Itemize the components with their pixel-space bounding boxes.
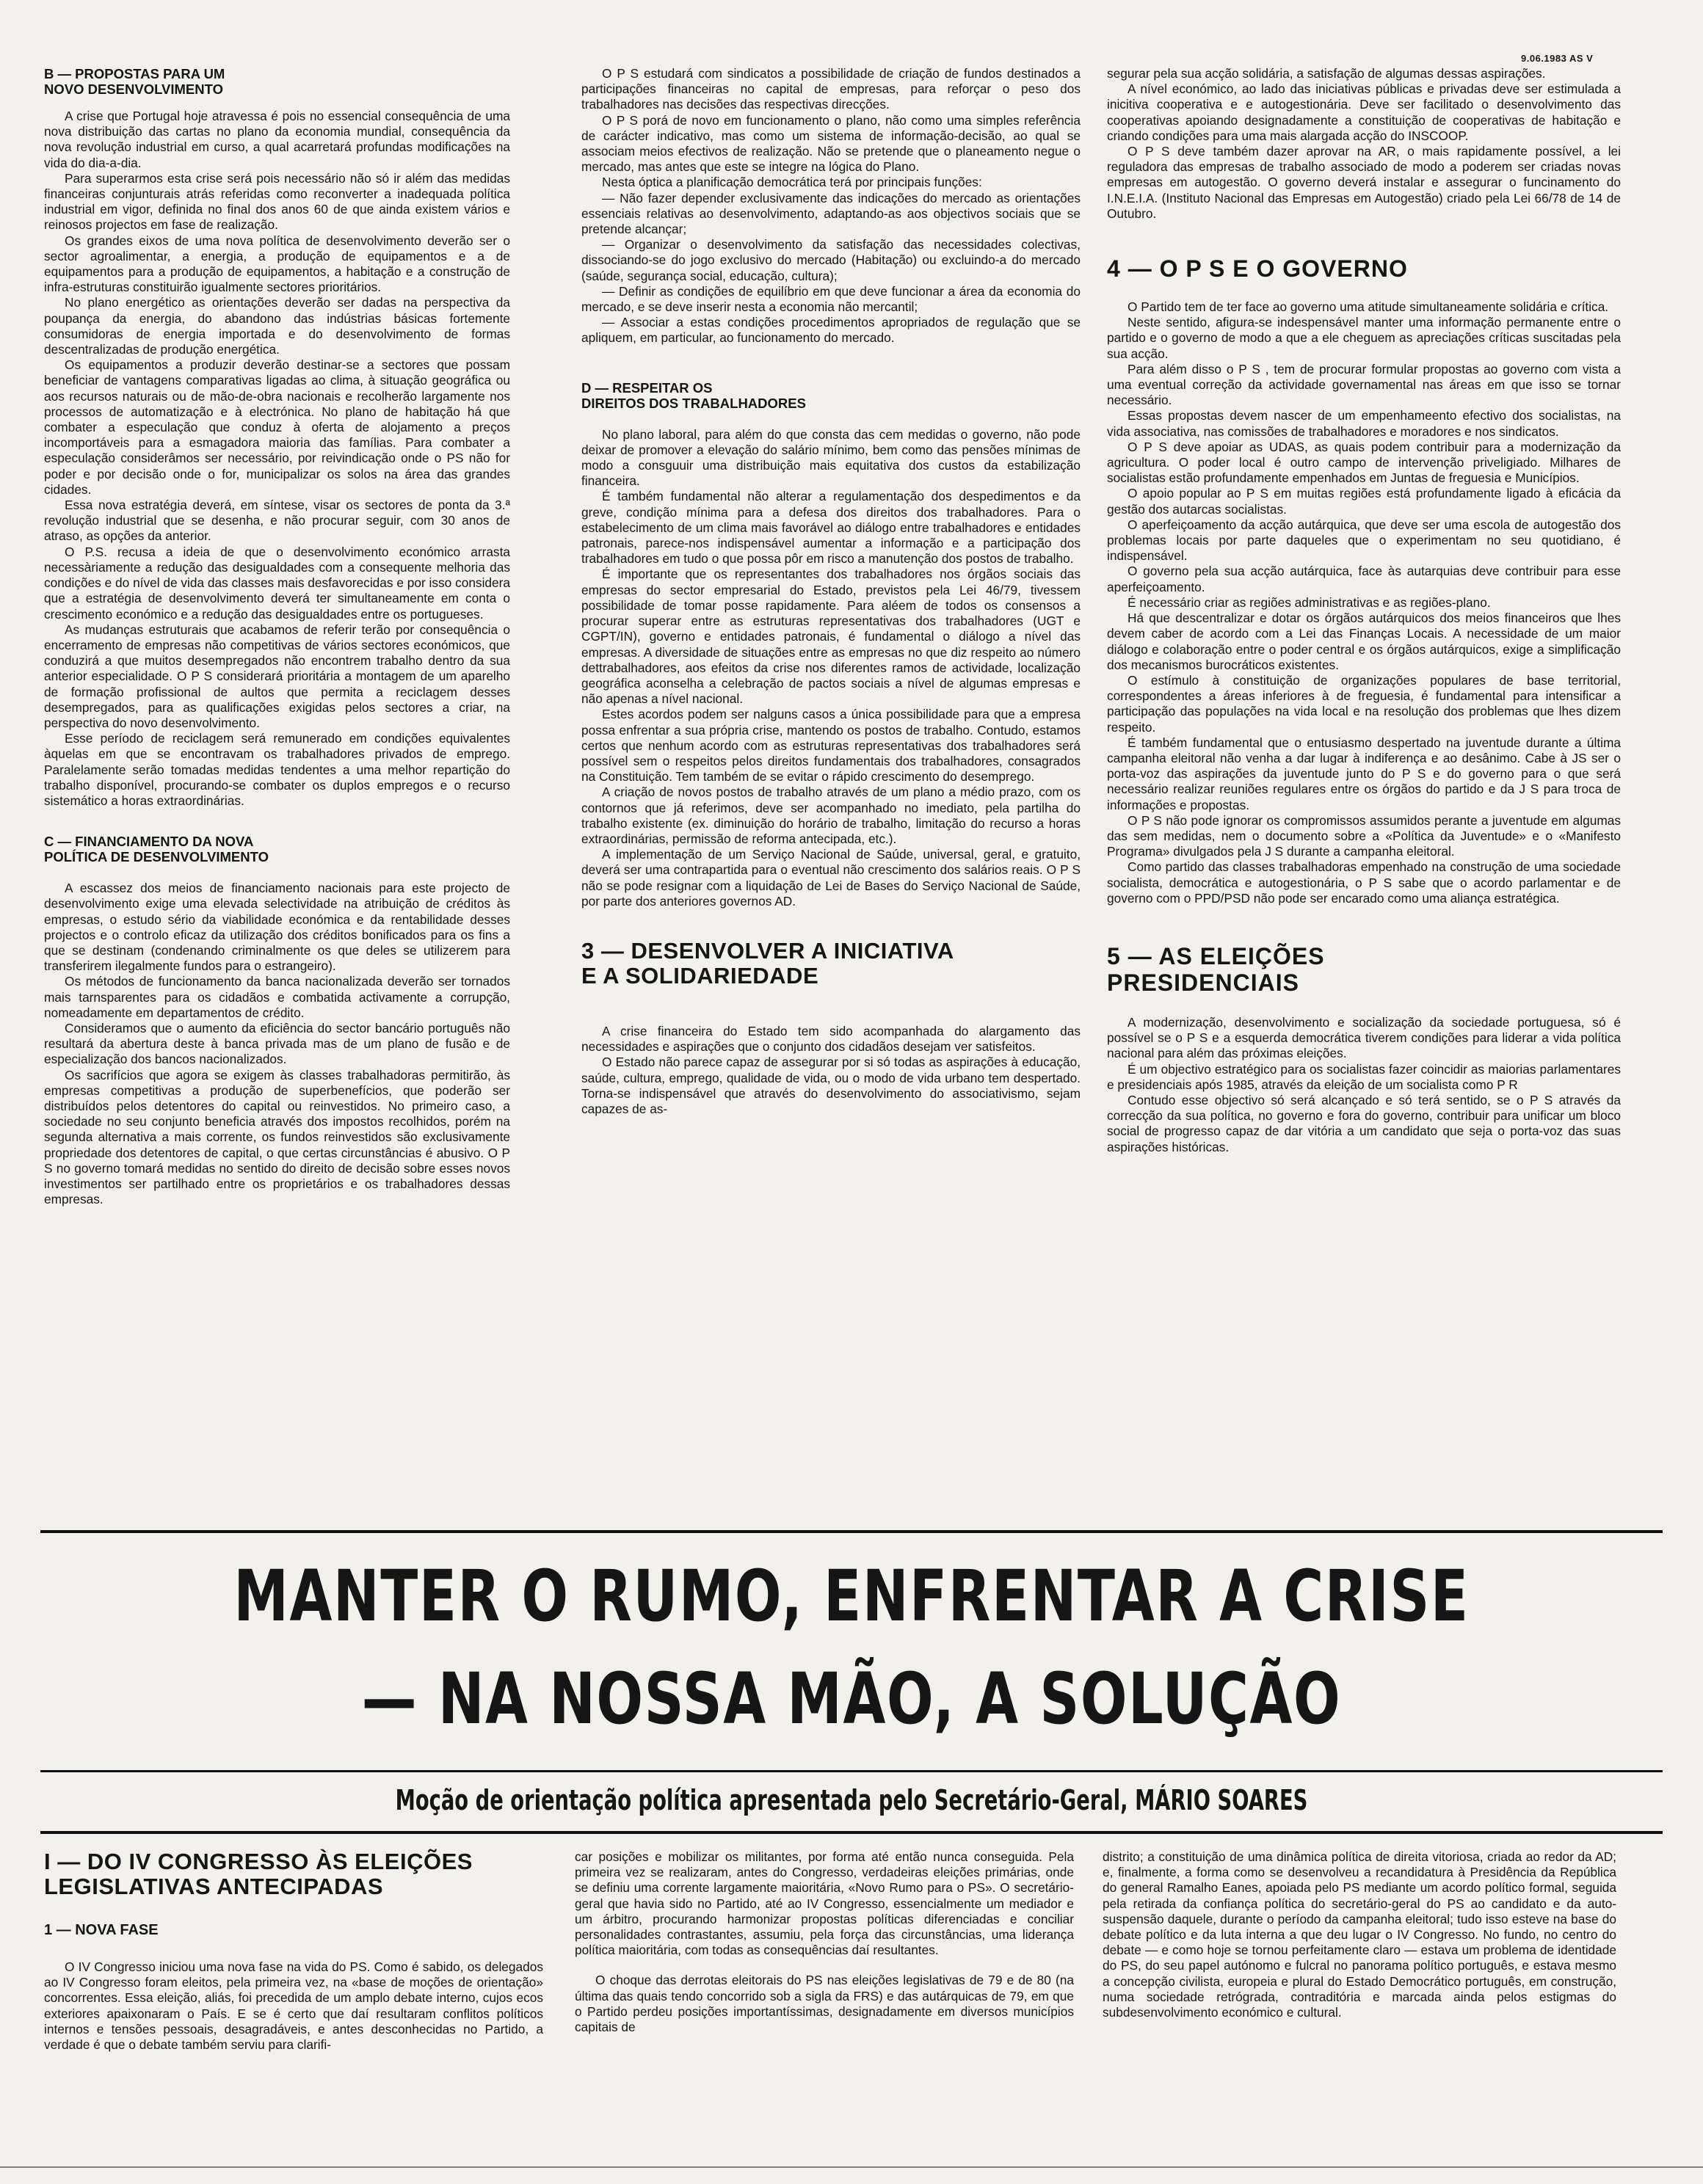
paragraph: O apoio popular ao P S em muitas regiões está profundamente ligado à eficácia da gestão dos autarcas socialistas. — [1107, 486, 1621, 517]
paragraph: Consideramos que o aumento da eficiência do sector bancário português não resultará da abertura deste à banca privada mas de um plano de fusão e de especialização dos bancos nacionalizados. — [44, 1020, 510, 1067]
heading-3-line-1: 3 — DESENVOLVER A INICIATIVA — [581, 937, 954, 964]
paragraph: No plano energético as orientações deverão ser dadas na perspectiva da poupança da energia, do abandono das indústrias básicas fortemente consumidoras de energia importada e do desenvolvimento de formas descentralizadas de produção energética. — [44, 295, 510, 357]
paragraph: Nesta óptica a planificação democrática terá por principais funções: — [602, 175, 982, 190]
headline-line-2: — NA NOSSA MÃO, A SOLUÇÃO — [361, 1658, 1342, 1740]
paragraph: A crise financeira do Estado tem sido acompanhada do alargamento das necessidades e aspirações que o conjunto dos cidadãos desejam ver satisfeitos. — [581, 1023, 1081, 1055]
bottom-column-1 — [44, 1849, 543, 2053]
headline-line-1: MANTER O RUMO, ENFRENTAR A CRISE — [233, 1555, 1470, 1637]
paragraph: Os métodos de funcionamento da banca nacionalizada deverão ser tornados mais tarnsparentes para os cidadãos e combatida activamente a corrupção, nomeadamente em departamentos de crédito. — [44, 974, 510, 1020]
heading-b — [44, 66, 510, 97]
paragraph: É necessário criar as regiões administrativas e as regiões-plano. — [1128, 594, 1491, 610]
paragraph: car posições e mobilizar os militantes, por forma até então nunca conseguida. Pela primeira vez se realizaram, antes do Congresso, verdadeiras eleições primárias, onde se definiu uma corrente largamente maioritária, «Novo Rumo para o PS». O secretário-geral que havia sido no Partido, até ao IV Congresso, essencialmente um mediador e um árbitro, procurando harmonizar propostas políticas diferenciadas e conciliar personalidades contrastantes, assumiu, pela força das circunstâncias, uma liderança política maioritária, com todas as consequências daí resultantes. — [575, 1849, 1074, 1958]
paragraph: Há que descentralizar e dotar os órgãos autárquicos dos meios financeiros que lhes devem caber de acordo com a Lei das Finanças Locais. A necessidade de um maior diálogo e colaboração entre o poder central e os órgãos autárquicos, exige a simplificação dos mecanismos burocráticos existentes. — [1107, 611, 1621, 672]
paragraph: A escassez dos meios de financiamento nacionais para este projecto de desenvolvimento exige uma elevada selectividade na atribuição de créditos às empresas, o estudo sério da viabilidade económica e da rentabilidade desses projectos e o controlo eficaz da utilização dos créditos bonificados para os fins a que se destinam (condenando criminalmente os que deles se utilizerem para transferirem ilegalmente fundos para o estrangeiro). — [44, 881, 510, 974]
paragraph: — Organizar o desenvolvimento da satisfação das necessidades colectivas, dissociando-se do jogo exclusivo do mercado (Habitação) ou excluindo-a do mercado (saúde, segurança social, educação, cultura); — [581, 237, 1081, 283]
paragraph: Esse período de reciclagem será remunerado em condições equivalentes àquelas em que se encontravam os trabalhadores privados de emprego. Paralelamente serão tomadas medidas tendentes a uma melhor repartição do trabalho disponível, procurando-se combater os duplos empregos e o recurso sistemático a horas extraordinárias. — [44, 731, 510, 808]
subtitle-rule-top — [40, 1770, 1663, 1772]
heading-3 — [581, 939, 1081, 989]
subheading-nova-fase: 1 — NOVA FASE — [44, 1922, 159, 1938]
paragraph: O choque das derrotas eleitorais do PS nas eleições legislativas de 79 e de 80 (na última das quais tendo concorrido sob a sigla da FRS) e das autárquicas de 79, em que o Partido perdeu posições importantíssimas, designadamente em diversos municípios capitais de — [575, 1973, 1074, 2035]
heading-d-line-2: DIREITOS DOS TRABALHADORES — [581, 395, 806, 411]
paragraph: distrito; a constituição de uma dinâmica política de direita vitoriosa, criada ao redor da AD; e, finalmente, a forma como se desenvolveu a recandidatura à Presidência da República do general Ramalho Eanes, apoiada pelo PS mediante um acordo político formal, seguida pela retirada da confiança política do secretário-geral do PS ao candidato e da auto-suspensão daquele, durante o período da campanha eleitoral; tudo isso esteve na base do debate político e da luta interna a que deu lugar o IV Congresso. No fundo, no centro do debate — e como hoje se tornou perfeitamente claro — estava um problema de identidade do PS, do seu papel autónomo e fulcral no panorama político português, e estava mesmo a concepção civilista, europeia e plural do Estado Democrático português, em construção, numa sociedade retrógrada, contraditória e marcada ainda pelos estigmas do subdesenvolvimento económico e cultural. — [1103, 1849, 1616, 2020]
paragraph: Contudo esse objectivo só será alcançado e só terá sentido, se o P S através da correcção da sua política, no governo e fora do governo, contribuir para unificar um bloco social de progresso capaz de dar vitória a um candidato que seja o porta-voz das suas aspirações históricas. — [1107, 1092, 1621, 1154]
paragraph: O P S deve apoiar as UDAS, as quais podem contribuir para a modernização da agricultura. O poder local é outro campo de intervenção priveligiado. Milhares de socialistas estão profundamente empenhados em Juntas de freguesia e Municípios. — [1107, 439, 1621, 486]
paragraph: A modernização, desenvolvimento e socialização da sociedade portuguesa, só é possível se o P S e a esquerda democrática tiverem condições para liderar a vida política nacional para além das próximas eleições. — [1107, 1014, 1621, 1061]
paragraph: O estímulo à constituição de organizações populares de base territorial, correspondentes a áreas inferiores à de freguesia, é fundamental para intensificar a participação das populações na vida local e na resolução dos problemas que lhes dizem respeito. — [1107, 672, 1621, 735]
heading-b-line-1: B — PROPOSTAS PARA UM — [44, 66, 225, 81]
paragraph: O P S estudará com sindicatos a possibilidade de criação de fundos destinados a participações financeiras no capital de empresas, para reforçar o peso dos trabalhadores nas decisões das respectivas direcções. — [581, 66, 1081, 112]
paragraph: Para superarmos esta crise será pois necessário não só ir além das medidas financeiras conjunturais atrás referidas como reconverter a inadequada política industrial em vigor, definida no final dos anos 60 de que ainda existem vários e reinosos projectos em fase de realização. — [44, 170, 510, 233]
paragraph: Essa nova estratégia deverá, em síntese, visar os sectores de ponta da 3.ª revolução industrial que se desenha, e não procurar seguir, com 30 anos de atraso, as opções da anterior. — [44, 498, 510, 544]
paragraph: Estes acordos podem ser nalguns casos a única possibilidade para que a empresa possa enfrentar a sua própria crise, mantendo os postos de trabalho. Contudo, estamos certos que nenhum acordo com as estruturas representativas dos trabalhadores será possível sem o respeitos pelos direitos fundamentais dos trabalhadores, consagrados na Constituição. Tem também de se evitar o rápido crescimento do desemprego. — [581, 707, 1081, 785]
paragraph: Como partido das classes trabalhadoras empenhado na construção de uma sociedade socialista, democrática e autogestionária, o P S sabe que o acordo parlamentar e de governo com o PPD/PSD não pode ser encarado como uma aliança estratégica. — [1107, 859, 1621, 906]
subtitle-rule-bottom — [40, 1831, 1663, 1834]
paragraph: O governo pela sua acção autárquica, face às autarquias deve contribuir para esse aperfeiçoamento. — [1107, 564, 1621, 594]
paragraph: O P S porá de novo em funcionamento o plano, não como uma simples referência de carácter indicativo, mas como um sistema de informação-decisão, ao qual se associam meios efectivos de realização. Não se pretende que o planeamento negue o mercado, mas antes que este se integre na lógica do Plano. — [581, 112, 1081, 175]
paragraph: O aperfeiçoamento da acção autárquica, que deve ser uma escola de autogestão dos problemas locais por parte daqueles que o experimentam no seu quotidiano, é indispensável. — [1107, 517, 1621, 564]
top-rule — [40, 1530, 1663, 1533]
heading-3-line-2: E A SOLIDARIEDADE — [581, 962, 819, 989]
paragraph: O P S deve também dazer aprovar na AR, o mais rapidamente possível, a lei reguladora das empresas de trabalho associado de modo a poderem ser criadas novas empresas em autogestão. O governo deverá instalar e assegurar o funcinamento do I.N.E.I.A. (Instituto Nacional das Empresas em Autogestão) criado pela Lei 66/78 de 14 de Outubro. — [1107, 144, 1621, 221]
paragraph: No plano laboral, para além do que consta das cem medidas o governo, não pode deixar de promover a elevação do salário mínimo, bem como das pensões mínimas de modo a consguuir uma distribuição mais equitativa dos custos da estabilização financeira. — [581, 426, 1081, 489]
paragraph: O P.S. recusa a ideia de que o desenvolvimento económico arrasta necessàriamente a redução das desigualdades com a consequente melhoria das condições e do nível de vida das classes mais desfavorecidas e por isso considera que a estratégia de desenvolvimento deverá ter simultaneamente em conta o crescimento económico e a redução das desigualdades entre os portugueses. — [44, 544, 510, 622]
bottom-column-3 — [1103, 1849, 1616, 2020]
paragraph: É também fundamental não alterar a regulamentação dos despedimentos e da greve, condição mínima para a defesa dos direitos dos trabalhadores. Para o estabelecimento de um clima mais favorável ao diálogo entre trabalhadores e entidades patronais, parece-nos indispensável aumentar a informação e a participação dos trabalhadores em tudo o que possa pôr em risco a manutenção dos postos de trabalho. — [581, 489, 1081, 567]
bottom-column-2 — [575, 1849, 1074, 2035]
paragraph: segurar pela sua acção solidária, a satisfação de algumas dessas aspirações. — [1107, 66, 1546, 81]
column-2 — [581, 66, 1081, 1117]
column-1 — [44, 66, 510, 1207]
paragraph: É importante que os representantes dos trabalhadores nos órgãos sociais das empresas do sector empresarial do Estado, previstos pela Lei 46/79, tivessem possibilidade de tomar posse rapidamente. Para aléem de todos os consensos a procurar superar entre as estruturas representativas dos trabalhadores (UGT e CGPT/IN), governo e entidades patronais, é fundamental o diálogo a nível das empresas. A diversidade de situações entre as empresas no que diz respeito ao número dettrabalhadores, aos efeitos da crise nos diferentes ramos de actividade, localização geográfica aconselha a celebração de pactos sociais a nível de algumas empresas e não apenas a nível nacional. — [581, 567, 1081, 707]
heading-i-line-2: LEGISLATIVAS ANTECIPADAS — [44, 1874, 384, 1899]
paragraph: É também fundamental que o entusiasmo despertado na juventude durante a última campanha eleitoral não venha a dar lugar à indiferença e ao desânimo. Cabe à JS ser o porta-voz das aspirações da juventude junto do P S e do governo para o que será necessário realizar reuniões regulares entre os órgãos do partido e da J S para troca de informações e propostas. — [1107, 735, 1621, 812]
paragraph: A implementação de um Serviço Nacional de Saúde, universal, geral, e gratuito, deverá ser uma contrapartida para o eventual não crescimento dos salários reais. O P S não se pode resignar com a liquidação de Lei de Bases do Serviço Nacional de Saúde, por parte dos anteriores governos AD. — [581, 847, 1081, 909]
heading-4: 4 — O P S E O GOVERNO — [1107, 255, 1408, 283]
subtitle: Moção de orientação política apresentada pelo Secretário-Geral, MÁRIO SOARES — [395, 1784, 1308, 1816]
paragraph: Os equipamentos a produzir deverão destinar-se a sectores que possam beneficiar de vantagens comparativas ligadas ao clima, à situação geográfica ou aos recursos naturais ou de mão-de-obra nacionais e recolherão largamente nos processos de automatização e à electrónica. No plano de habitação há que combater a especulação que conduz à oferta de alojamento a preços incomportáveis para a esmagadora maioria das famílias. Para combater a especulação considerâmos ser necessário, por reivindicação onde o PS não for poder e por decisão onde o for, municipalizar os solos na área das grandes cidades. — [44, 357, 510, 497]
paragraph: — Definir as condições de equilíbrio em que deve funcionar a área da economia do mercado, e se deve inserir nesta a economia não mercantil; — [581, 283, 1081, 315]
heading-5 — [1107, 943, 1621, 996]
paragraph: A criação de novos postos de trabalho através de um plano a médio prazo, com os contornos que já referimos, deve ser acompanhado no imediato, pela partilha do trabalho existente (ex. diminuição do horário de trabalho, limitação do recurso a horas extraordinárias, permissão de reforma antecipada, etc.). — [581, 785, 1081, 846]
paragraph: Essas propostas devem nascer de um empenhameento efectivo dos socialistas, na vida associativa, nas comissões de trabalhadores e moradores e nos sindicatos. — [1107, 408, 1621, 439]
paragraph: Para além disso o P S , tem de procurar formular propostas ao governo com vista a uma eventual correção da actividade governamental nas áreas em que isso se tornar necessário. — [1107, 361, 1621, 408]
footer-rule — [0, 2166, 1703, 2168]
paragraph: A crise que Portugal hoje atravessa é pois no essencial consequência de uma nova distribuição das cartas no plano da economia mundial, consequência da nova revolução industrial em curso, a qual acarretará profundas modificações na vida do dia-a-dia. — [44, 109, 510, 170]
paragraph: As mudanças estruturais que acabamos de referir terão por consequência o encerramento de empresas não competitivas de vários sectores económicos, que conduzirá a que muitos desempregados não encontrem trabalho dentro da sua anterior especialidade. O P S considerará prioritária a montagem de um aparelho de formação profissional de aultos que permita a reciclagem desses desempregados, para as qualificações exigidas pelos sectores a criar, na perspectiva do novo desenvolvimento. — [44, 622, 510, 730]
dateline: 9.06.1983 AS V — [1521, 53, 1594, 64]
paragraph: — Não fazer depender exclusivamente das indicações do mercado as orientações essenciais relativas ao desenvolvimento, adaptando-as aos objectivos sociais que se pretende alcançar; — [581, 190, 1081, 237]
heading-i — [44, 1849, 543, 1899]
heading-b-line-2: NOVO DESENVOLVIMENTO — [44, 81, 223, 97]
paragraph: Os grandes eixos de uma nova política de desenvolvimento deverão ser o sector agroalimentar, a energia, a produção de equipamentos e a de equipamentos para a produção de equipamentos, a habitação e a construção de infra-estruturas constituirão igualmente sectores prioritários. — [44, 233, 510, 295]
heading-5-line-2: PRESIDENCIAIS — [1107, 969, 1299, 996]
heading-c — [44, 834, 510, 864]
paragraph: É um objectivo estratégico para os socialistas fazer coincidir as maiorias parlamentares e presidenciais após 1985, através da eleição de um socialista como P R — [1107, 1061, 1621, 1092]
paragraph: O Partido tem de ter face ao governo uma atitude simultaneamente solidária e crítica. — [1128, 299, 1609, 315]
paragraph: A nível económico, ao lado das iniciativas públicas e privadas deve ser estimulada a inicitiva cooperativa e e autogestionária. Deve ser facilitado o desenvolvimento das cooperativas apoiando designadamente a constituição de cooperativas de habitação e criando condições para uma mais alargada acção do INSCOOP. — [1107, 81, 1621, 143]
paragraph: Os sacrifícios que agora se exigem às classes trabalhadoras permitirão, às empresas competitivas a produção de superbenefícios, que poderão ser distribuídos pelos detentores do capital ou reinvestidos. No primeiro caso, a sociedade no seu conjunto beneficia através dos impostos recolhidos, porém na segunda alternativa a mais corrente, os fundos reinvestidos são exclusivamente propriedade dos detentores de capital, o que certas circunstâncias é abusivo. O P S no governo tomará medidas no sentido do direito de decisão sobre esses novos investimentos ser partilhado entre os proprietários e os trabalhadores dessas empresas. — [44, 1067, 510, 1207]
paragraph: O Estado não parece capaz de assegurar por si só todas as aspirações à educação, saúde, cultura, emprego, qualidade de vida, ou o modo de vida urbano tem despertado. Torna-se indispensável que através do desenvolvimento do associativismo, sejam capazes de as- — [581, 1055, 1081, 1116]
heading-5-line-1: 5 — AS ELEIÇÕES — [1107, 942, 1325, 969]
heading-d — [581, 380, 1081, 411]
paragraph: O P S não pode ignorar os compromissos assumidos perante a juventude em algumas das sem medidas, nem o documento sobre a «Política da Juventude» e o «Manifesto Programa» divulgados pela J S durante a campanha eleitoral. — [1107, 812, 1621, 859]
paragraph: O IV Congresso iniciou uma nova fase na vida do PS. Como é sabido, os delegados ao IV Congresso foram eleitos, pela primeira vez, na «base de moções de orientação» concorrentes. Essa eleição, aliás, foi precedida de um amplo debate interno, cujos ecos exteriores apaixonaram o País. E se é certo que daí resultaram conflitos políticos internos e tensões pessoais, desagradáveis, e antes desconhecidas no Partido, a verdade é que o debate também serviu para clarifi- — [44, 1959, 543, 2053]
heading-d-line-1: D — RESPEITAR OS — [581, 379, 713, 396]
heading-c-line-2: POLÍTICA DE DESENVOLVIMENTO — [44, 849, 269, 865]
paragraph: Neste sentido, afigura-se indespensável manter uma informação permanente entre o partido e o governo de modo a que a ele cheguem as apreciações críticas suscitadas pela sua acção. — [1107, 315, 1621, 361]
heading-i-line-1: I — DO IV CONGRESSO ÀS ELEIÇÕES — [44, 1849, 473, 1874]
paragraph: — Associar a estas condições procedimentos apropriados de regulação que se apliquem, em particular, ao funcionamento do mercado. — [581, 315, 1081, 346]
column-3 — [1107, 66, 1621, 1155]
heading-c-line-1: C — FINANCIAMENTO DA NOVA — [44, 834, 254, 850]
